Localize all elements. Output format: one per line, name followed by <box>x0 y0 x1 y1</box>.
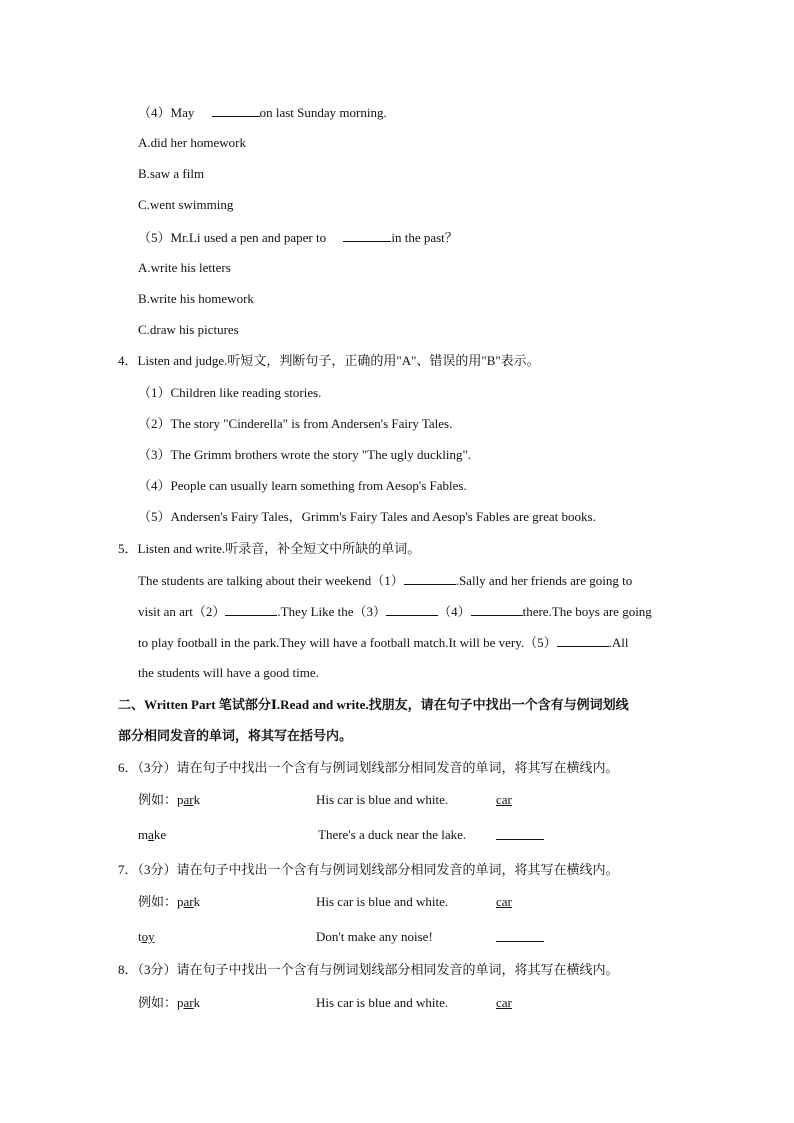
q7-example-word: 例如：park <box>138 894 201 909</box>
q4-heading: 4．Listen and judge.听短文，判断句子，正确的用"A"、错误的用"B"表示。 <box>118 353 540 368</box>
answer-blank[interactable] <box>212 104 260 117</box>
option-a[interactable]: A.did her homework <box>138 135 246 150</box>
q8-example-word: 例如：park <box>138 995 201 1010</box>
q7-word: toy <box>138 929 155 944</box>
q5-passage-line-4: the students will have a good time. <box>138 665 319 680</box>
option-b[interactable]: B.saw a film <box>138 166 205 181</box>
q4-item-3: （3）The Grimm brothers wrote the story "The ugly duckling". <box>138 447 472 462</box>
q6-word: make <box>138 827 167 842</box>
q6-example-answer: car <box>496 792 512 807</box>
q4-item-2: （2）The story "Cinderella" is from Andersen's Fairy Tales. <box>138 416 453 431</box>
q4-item-4: （4）People can usually learn something from Aesop's Fables. <box>138 478 467 493</box>
q5-passage-line-3: to play football in the park.They will have a football match.It will be very.（5） .All <box>138 635 629 650</box>
q5-passage-line-1: The students are talking about their weekend（1） .Sally and her friends are going to <box>138 573 633 588</box>
answer-blank-4[interactable] <box>471 603 523 616</box>
q7-heading: 7．（3分）请在句子中找出一个含有与例词划线部分相同发音的单词，将其写在横线内。 <box>118 862 619 877</box>
answer-blank-3[interactable] <box>386 603 438 616</box>
option-b[interactable]: B.write his homework <box>138 291 254 306</box>
answer-blank[interactable] <box>343 229 391 242</box>
q8-example-sentence: His car is blue and white. <box>316 995 449 1010</box>
q7-example-sentence: His car is blue and white. <box>316 894 449 909</box>
q3-item4: （4）May on last Sunday morning. <box>138 105 387 120</box>
answer-blank-1[interactable] <box>404 572 456 585</box>
option-a[interactable]: A.write his letters <box>138 260 231 275</box>
q8-heading: 8．（3分）请在句子中找出一个含有与例词划线部分相同发音的单词，将其写在横线内。 <box>118 962 619 977</box>
q6-heading: 6．（3分）请在句子中找出一个含有与例词划线部分相同发音的单词，将其写在横线内。 <box>118 760 619 775</box>
answer-blank-2[interactable] <box>225 603 277 616</box>
option-c[interactable]: C.went swimming <box>138 197 234 212</box>
q8-example-answer: car <box>496 995 512 1010</box>
q4-item-1: （1）Children like reading stories. <box>138 385 322 400</box>
q5-heading: 5．Listen and write.听录音，补全短文中所缺的单词。 <box>118 541 421 556</box>
q7-sentence: Don't make any noise! <box>316 929 433 944</box>
q6-example-sentence: His car is blue and white. <box>316 792 449 807</box>
q6-sentence: There's a duck near the lake. <box>318 827 467 842</box>
answer-blank-5[interactable] <box>557 634 609 647</box>
q7-answer-blank[interactable] <box>496 929 544 946</box>
q6-example-word: 例如：park <box>138 792 201 807</box>
q5-passage-line-2: visit an art（2） .They Like the（3） （4） there.The boys are going <box>138 604 652 619</box>
q7-example-answer: car <box>496 894 512 909</box>
section-2-heading-line-1: 二、Written Part 笔试部分Ⅰ.Read and write.找朋友，请在句子中找出一个含有与例词划线 <box>118 697 629 712</box>
q4-item-5: （5）Andersen's Fairy Tales，Grimm's Fairy Tales and Aesop's Fables are great books. <box>138 509 596 524</box>
section-2-heading-line-2: 部分相同发音的单词，将其写在括号内。 <box>118 728 353 743</box>
option-c[interactable]: C.draw his pictures <box>138 322 239 337</box>
q6-answer-blank[interactable] <box>496 827 544 844</box>
q3-item5: （5）Mr.Li used a pen and paper to in the past？ <box>138 230 458 245</box>
